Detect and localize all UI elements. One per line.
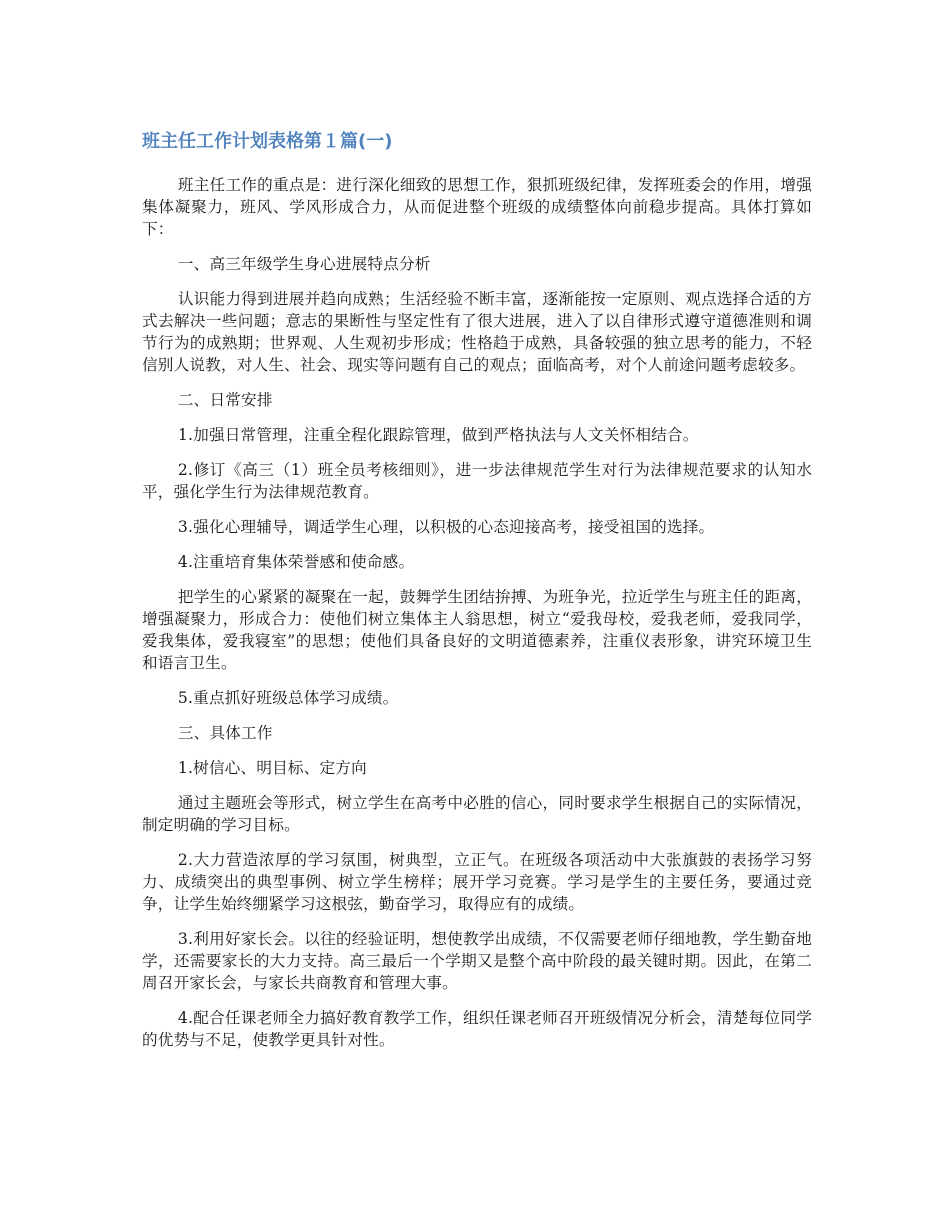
section-heading-2: 二、日常安排 bbox=[177, 391, 273, 409]
list-item-daily-2: 2.修订《高三（1）班全员考核细则》，进一步法律规范学生对行为法律规范要求的认知水平，强化学生行为法律规范教育。 bbox=[142, 461, 812, 501]
list-item-daily-5: 5.重点抓好班级总体学习成绩。 bbox=[177, 689, 399, 707]
paragraph-analysis: 认识能力得到进展并趋向成熟；生活经验不断丰富，逐渐能按一定原则、观点选择合适的方式去解决一些问题；意志的果断性与坚定性有了很大进展，进入了以自律形式遵守道德准则和调节行为的成熟期；世界观、人生观初步形成；性格趋于成熟，具备较强的独立思考的能力，不轻信别人说教，对人生、社会、现实等问题有自己的观点；面临高考，对个人前途问题考虑较多。 bbox=[142, 290, 812, 374]
paragraph-intro: 班主任工作的重点是：进行深化细致的思想工作，狠抓班级纪律，发挥班委会的作用，增强集体凝聚力，班风、学风形成合力，从而促进整个班级的成绩整体向前稳步提高。具体打算如下： bbox=[142, 176, 812, 238]
section-heading-1: 一、高三年级学生身心进展特点分析 bbox=[177, 255, 431, 273]
list-item-work-1: 1.树信心、明目标、定方向 bbox=[177, 759, 367, 777]
list-item-work-2: 2.大力营造浓厚的学习氛围，树典型，立正气。在班级各项活动中大张旗鼓的表扬学习努力、成绩突出的典型事例、树立学生榜样；展开学习竞赛。学习是学生的主要任务，要通过竞争，让学生始终绷紧学习这根弦，勤奋学习，取得应有的成绩。 bbox=[142, 851, 812, 913]
list-item-daily-1: 1.加强日常管理，注重全程化跟踪管理，做到严格执法与人文关怀相结合。 bbox=[177, 426, 699, 444]
document-page bbox=[142, 128, 812, 1064]
paragraph-cohesion: 把学生的心紧紧的凝聚在一起，鼓舞学生团结拚搏、为班争光，拉近学生与班主任的距离，增强凝聚力，形成合力：使他们树立集体主人翁思想，树立“爱我母校，爱我老师，爱我同学，爱我集体，爱我寝室”的思想；使他们具备良好的文明道德素养，注重仪表形象，讲究环境卫生和语言卫生。 bbox=[142, 588, 812, 672]
list-item-work-3: 3.利用好家长会。以往的经验证明，想使教学出成绩，不仅需要老师仔细地教，学生勤奋地学，还需要家长的大力支持。高三最后一个学期又是整个高中阶段的最关键时期。因此，在第二周召开家长会，与家长共商教育和管理大事。 bbox=[142, 930, 812, 992]
list-item-daily-3: 3.强化心理辅导，调适学生心理，以积极的心态迎接高考，接受祖国的选择。 bbox=[177, 518, 715, 536]
section-heading-3: 三、具体工作 bbox=[177, 724, 273, 742]
document-title: 班主任工作计划表格第１篇(一) bbox=[142, 131, 393, 152]
list-item-daily-4: 4.注重培育集体荣誉感和使命感。 bbox=[177, 553, 415, 571]
list-item-work-4: 4.配合任课老师全力搞好教育教学工作，组织任课老师召开班级情况分析会，清楚每位同学的优势与不足，使教学更具针对性。 bbox=[142, 1009, 812, 1049]
paragraph-confidence: 通过主题班会等形式，树立学生在高考中必胜的信心，同时要求学生根据自己的实际情况，制定明确的学习目标。 bbox=[142, 794, 812, 834]
